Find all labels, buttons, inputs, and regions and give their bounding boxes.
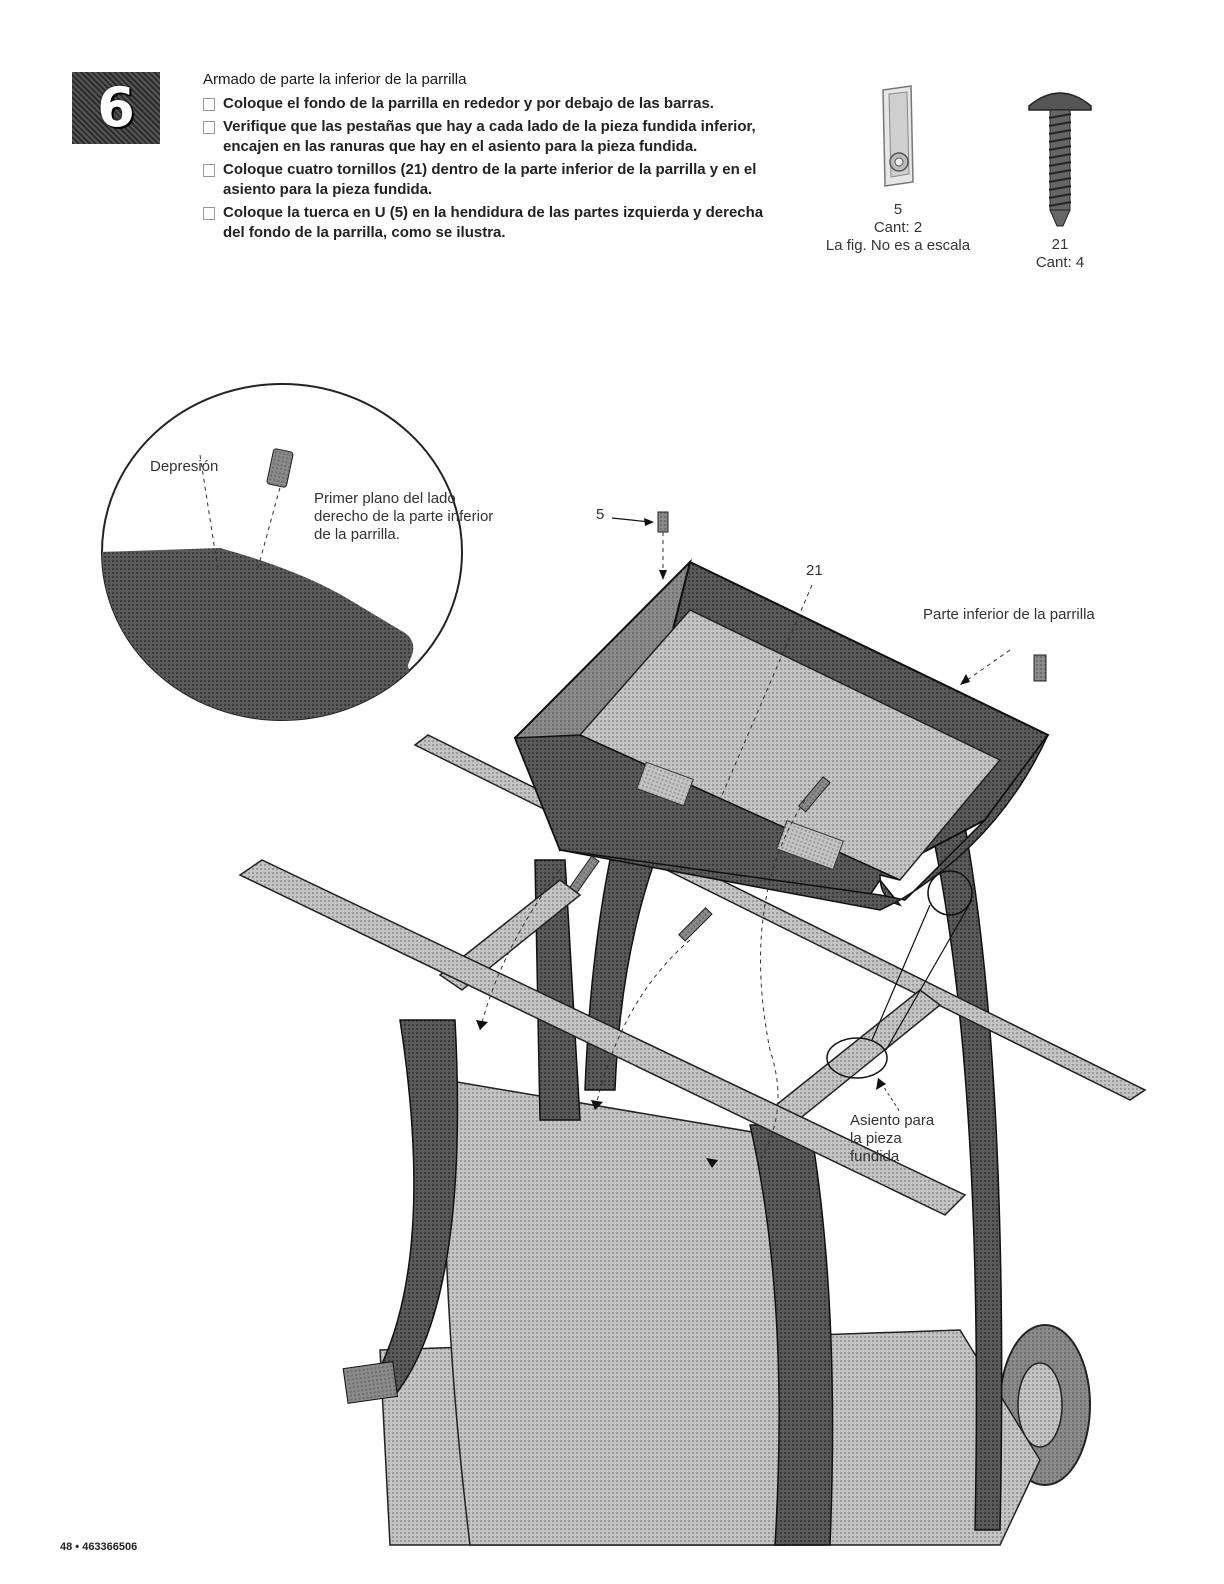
front-panel: [444, 1080, 790, 1545]
instructions-heading: Armado de parte la inferior de la parrilla: [203, 71, 467, 88]
right-side-rail: [770, 990, 940, 1125]
instruction-item: Coloque cuatro tornillos (21) dentro de la parte inferior de la parrilla y en el asiento para la pieza fundida.: [203, 160, 773, 200]
front-left-leg: [365, 1020, 458, 1395]
instruction-item: Coloque la tuerca en U (5) en la hendidura de las partes izquierda y derecha del fondo de la parrilla, como se ilustra.: [203, 203, 773, 243]
label-closeup: Primer plano del lado derecho de la parte inferior de la parrilla.: [314, 490, 494, 543]
label-part-5: 5: [596, 506, 605, 523]
label-depresion: Depresión: [150, 458, 219, 475]
closeup-inset: [100, 384, 470, 740]
instruction-item: Verifique que las pestañas que hay a cada lado de la pieza fundida inferior, encajen en las ranuras que hay en el asiento para la pieza fundida.: [203, 117, 773, 157]
label-casting-seat: Asiento para la pieza fundida: [850, 1112, 935, 1165]
label-part-21: 21: [806, 562, 823, 579]
step-number: 6: [97, 76, 135, 139]
leg-foot: [343, 1362, 397, 1404]
u-nut-5-right: [1034, 655, 1046, 681]
label-grill-bottom: Parte inferior de la parrilla: [923, 606, 1095, 623]
part-21: 21 Cant: 4: [1010, 84, 1110, 272]
instruction-item: Coloque el fondo de la parrilla en rededor y por debajo de las barras.: [203, 94, 773, 114]
part-5: 5 Cant: 2 La fig. No es a escala: [808, 82, 988, 255]
page-footer: 48 • 463366506: [60, 1541, 138, 1553]
u-nut-5-left: [658, 512, 668, 532]
